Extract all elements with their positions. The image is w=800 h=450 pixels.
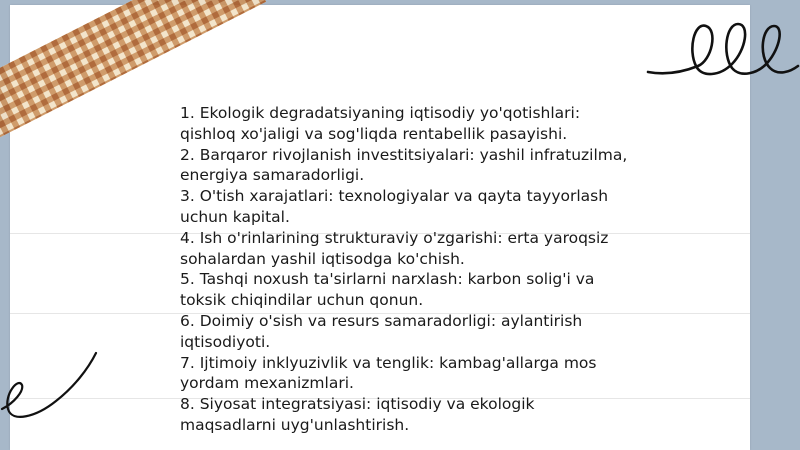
list-item: 6. Doimiy o'sish va resurs samaradorligi: aylantirish iqtisodiyoti. <box>180 311 583 351</box>
list-item: 8. Siyosat integratsiyasi: iqtisodiy va ekologik maqsadlarni uyg'unlashtirish. <box>180 395 535 434</box>
list-item: 4. Ish o'rinlarining strukturaviy o'zgarishi: erta yaroqsiz sohalardan yashil iqtisodga ko'chish. <box>180 228 609 268</box>
list-item: 7. Ijtimoiy inklyuzivlik va tenglik: kambag'allarga mos yordam mexanizmlari. <box>180 353 597 393</box>
list-item: 5. Tashqi noxush ta'sirlarni narxlash: karbon solig'i va toksik chiqindilar uchun qonun. <box>180 270 595 310</box>
curl-scribble-icon <box>0 345 110 435</box>
list-item: 3. O'tish xarajatlari: texnologiyalar va qayta tayyorlash uchun kapital. <box>180 187 609 226</box>
list-item: 2. Barqaror rivojlanish investitsiyalari: yashil infratuzilma, energiya samaradorligi. <box>180 145 628 185</box>
content-list <box>180 103 630 436</box>
list-item: 1. Ekologik degradatsiyaning iqtisodiy yo'qotishlari: qishloq xo'jaligi va sog'liqda rentabellik pasayishi. <box>180 104 581 143</box>
loop-scribble-icon <box>640 10 800 95</box>
